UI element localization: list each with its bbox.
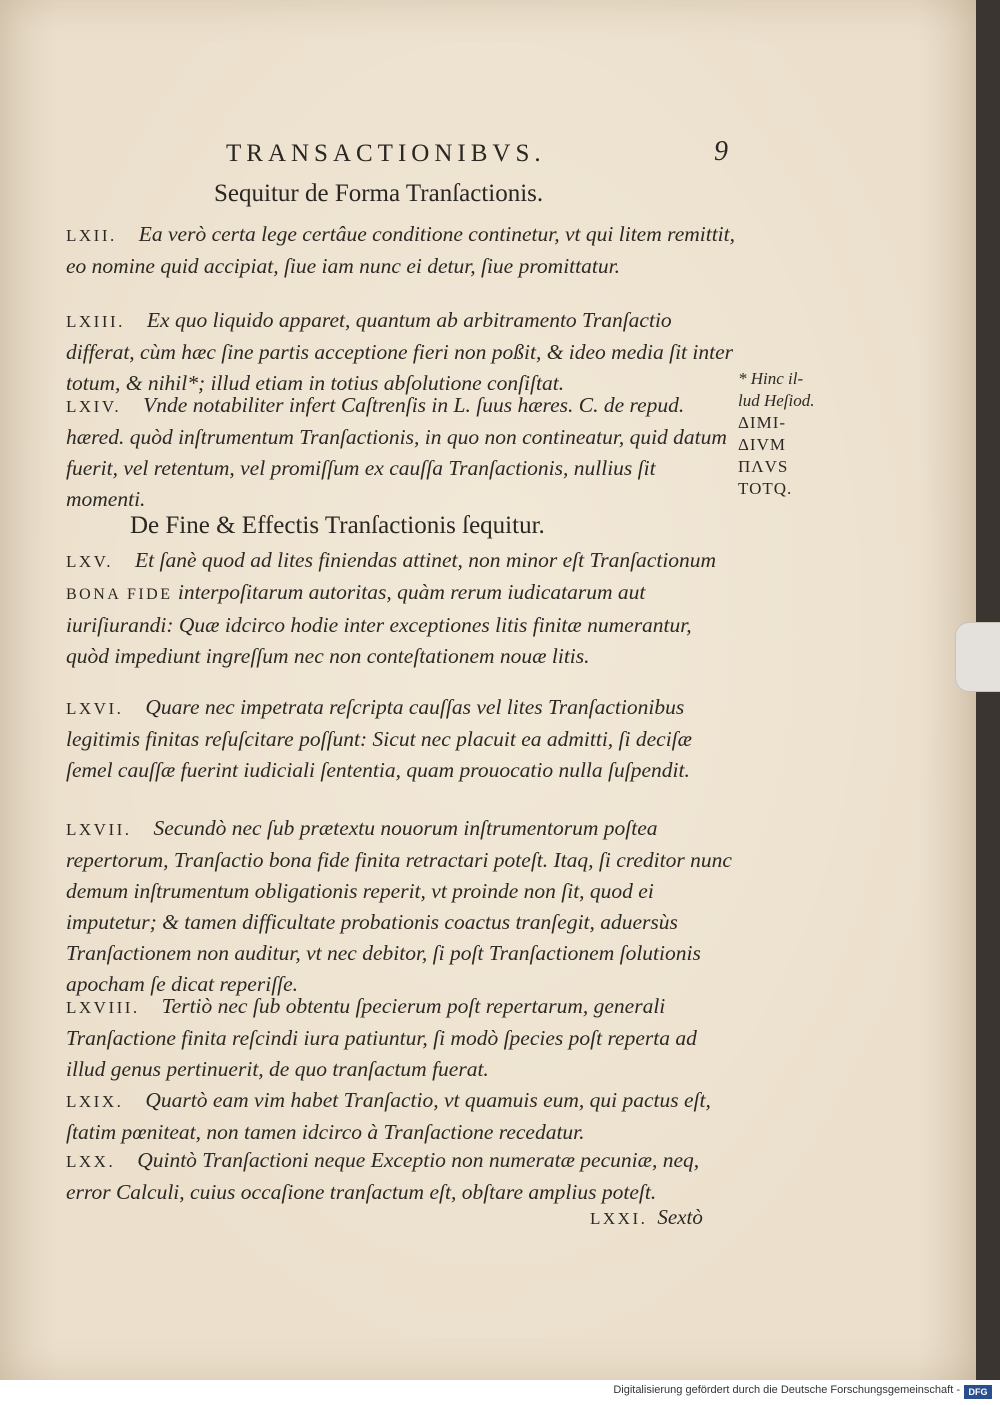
paragraph-number: LXIX. xyxy=(66,1092,124,1111)
paragraph-text: Quare nec impetrata reſcripta cauſſas vel lites Tranſactionibus legitimis finitas reſuſcitare poſſunt: Sicut nec placuit ea admitti, ſi deciſæ ſemel cauſſæ fuerint iudiciali ſententia, quam prouocatio nulla ſuſpendit. xyxy=(66,695,692,782)
paragraph-62 xyxy=(66,219,736,282)
paragraph-text: Ex quo liquido apparet, quantum ab arbitramento Tranſactio differat, cùm hæc ſine partis acceptione fieri non poßit, & ideo media ſit inter totum, & nihil*; illud etiam in totius abſolutione conſiſtat. xyxy=(66,308,734,395)
paragraph-text: Quartò eam vim habet Tranſactio, vt quamuis eum, qui pactus eſt, ſtatim pœniteat, non tamen idcirco à Tranſactione recedatur. xyxy=(66,1088,711,1144)
footer-credit: Digitalisierung gefördert durch die Deutsche Forschungsgemeinschaft - xyxy=(613,1384,960,1396)
dfg-logo[interactable]: DFG xyxy=(964,1385,992,1399)
paragraph-number: LXII. xyxy=(66,226,117,245)
paragraph-70 xyxy=(66,1145,736,1208)
catchword-number: LXXI. xyxy=(590,1209,648,1228)
paragraph-number: LXV. xyxy=(66,552,113,571)
marginal-note-line: * Hinc il- xyxy=(738,369,804,388)
bona-fide-smallcaps: BONA FIDE xyxy=(66,586,173,603)
paragraph-67 xyxy=(66,813,736,1000)
paragraph-68 xyxy=(66,991,736,1085)
catchword xyxy=(590,1205,703,1230)
page-number: 9 xyxy=(714,136,728,167)
paragraph-63 xyxy=(66,305,736,399)
paragraph-number: LXVI. xyxy=(66,699,124,718)
paragraph-text: Vnde notabiliter infert Caſtrenſis in L. ſuus hæres. C. de repud. hæred. quòd inſtrumentum Tranſactionis, in quo non contineatur, quid datum fuerit, vel retentum, vel promiſſum ex cauſſa Tranſactionis, nullius ſit momenti. xyxy=(66,393,727,511)
paragraph-number: LXX. xyxy=(66,1152,116,1171)
page-edge-tab xyxy=(955,622,1000,692)
section-heading-form: Sequitur de Forma Tranſactionis. xyxy=(214,180,544,207)
paragraph-text: Secundò nec ſub prætextu nouorum inſtrumentorum poſtea repertorum, Tranſactio bona fide finita retractari poteſt. Itaq, ſi creditor nunc demum inſtrumentum obligationis reperit, vt proinde non ſit, quod ei imputetur; & tamen difficultate probationis coactus tranſegit, aduersùs Tranſactionem non auditur, vt nec debitor, ſi poſt Tranſactionem ſolutionis apocham ſe dicat reperiſſe. xyxy=(66,816,732,996)
running-head: TRANSACTIONIBVS. xyxy=(226,140,546,167)
paragraph-text: Ea verò certa lege certâue conditione continetur, vt qui litem remittit, eo nomine quid accipiat, ſiue iam nunc ei detur, ſiue promittatur. xyxy=(66,222,736,278)
marginal-note-line: ΠΛVS xyxy=(738,457,789,476)
marginal-note xyxy=(738,368,838,500)
paragraph-text: Tertiò nec ſub obtentu ſpecierum poſt repertarum, generali Tranſactione finita reſcindi iura patiuntur, ſi modò ſpecies poſt reperta ad illud genus pertinuerit, de quo tranſactum fuerat. xyxy=(66,994,697,1081)
section-heading-effects: De Fine & Effectis Tranſactionis ſequitur. xyxy=(130,512,545,539)
page-header xyxy=(226,136,728,174)
paragraph-text-continued: interpoſitarum autoritas, quàm rerum iudicatarum aut iuriſiurandi: Quæ idcirco hodie inter exceptiones litis finitæ numerantur, quòd impediunt ingreſſum nec non conteſtationem nouæ litis. xyxy=(66,580,692,668)
paragraph-number: LXIII. xyxy=(66,312,125,331)
marginal-note-line: lud Heſiod. xyxy=(738,391,815,410)
paragraph-number: LXVII. xyxy=(66,820,132,839)
paragraph-64 xyxy=(66,390,736,515)
marginal-note-line: ΔΙVM xyxy=(738,435,786,454)
marginal-note-line: TOTQ. xyxy=(738,479,793,498)
paragraph-text: Et ſanè quod ad lites finiendas attinet, non minor eſt Tranſactionum xyxy=(135,548,717,572)
paragraph-69 xyxy=(66,1085,736,1148)
catchword-word: Sextò xyxy=(657,1205,703,1229)
paragraph-number: LXVIII. xyxy=(66,998,140,1017)
paragraph-65 xyxy=(66,545,736,672)
digitization-footer xyxy=(0,1380,1000,1405)
paragraph-66 xyxy=(66,692,736,786)
paragraph-number: LXIV. xyxy=(66,397,122,416)
paragraph-text: Quintò Tranſactioni neque Exceptio non numeratæ pecuniæ, neq, error Calculi, cuius occaſione tranſactum eſt, obſtare amplius poteſt. xyxy=(66,1148,700,1204)
marginal-note-line: ΔΙΜΙ- xyxy=(738,413,787,432)
